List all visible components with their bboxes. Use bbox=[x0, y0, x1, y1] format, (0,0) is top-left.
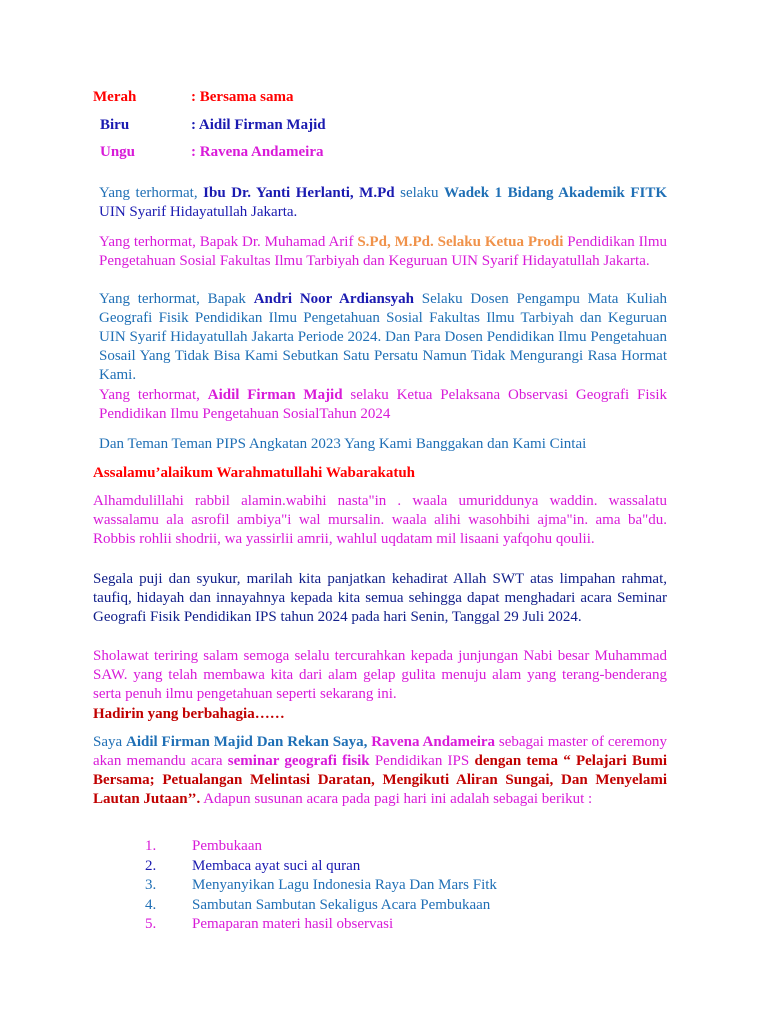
guest-title: Wadek 1 Bidang Akademik FITK bbox=[444, 185, 668, 201]
greeting-prefix: Yang terhormat, bbox=[99, 387, 200, 403]
event-name: seminar geografi fisik bbox=[227, 753, 370, 769]
guest-name: Ibu Dr. Yanti Herlanti, M.Pd bbox=[203, 185, 395, 201]
role-label: Ungu bbox=[100, 144, 136, 160]
host-name: Ravena Andameira bbox=[371, 734, 496, 750]
agenda-number: 5. bbox=[145, 916, 157, 932]
hadirin-heading: Hadirin yang berbahagia…… bbox=[93, 706, 285, 722]
guest-name: Aidil Firman Majid bbox=[207, 387, 343, 403]
agenda-number: 4. bbox=[145, 896, 157, 913]
intro-text: Pendidikan IPS bbox=[374, 753, 470, 769]
host-name: Aidil Firman Majid Dan Rekan Saya, bbox=[126, 734, 368, 750]
role-label: Merah bbox=[93, 89, 137, 105]
role-label: Biru bbox=[100, 117, 130, 133]
greeting-prefix: Yang terhormat, Bapak bbox=[99, 291, 246, 307]
opening-prayer: Alhamdulillahi rabbil alamin.wabihi nasta"in . waala umuriddunya waddin. wassalatu wassalamu ala asrofil ambiya"i wal mursalin. waala alihi wasohbihi ajma"in. ama ba"du. Robbis rohlii shodrii, wa yassirlii amrii, wahlul uqdatam mil lisaani yafqohu qoulii. bbox=[93, 493, 667, 547]
agenda-text: Membaca ayat suci al quran bbox=[192, 857, 361, 874]
guest-name: Andri Noor Ardiansyah bbox=[253, 291, 415, 307]
greeting-ketua-pelaksana bbox=[99, 386, 667, 424]
agenda-text: Pemaparan materi hasil observasi bbox=[192, 916, 394, 932]
greeting-prefix: Yang terhormat, bbox=[99, 185, 198, 201]
role-value: : Bersama sama bbox=[191, 89, 294, 105]
guest-title: S.Pd, M.Pd. Selaku Ketua Prodi bbox=[357, 234, 564, 250]
puji-syukur-paragraph: Segala puji dan syukur, marilah kita panjatkan kehadirat Allah SWT atas limpahan rahmat, taufiq, hidayah dan innayahnya kepada kita semua sehingga dapat menghadari acara Seminar Geografi Fisik Pendidikan IPS tahun 2024 pada hari Senin, Tanggal 29 Juli 2024. bbox=[93, 571, 667, 625]
role-value: : Ravena Andameira bbox=[191, 144, 324, 160]
agenda-text: Menyanyikan Lagu Indonesia Raya Dan Mars Fitk bbox=[192, 877, 497, 893]
sholawat-paragraph: Sholawat teriring salam semoga selalu tercurahkan kepada junjungan Nabi besar Muhammad SAW. yang telah membawa kita dari alam gelap gulita menuju alam yang terang-benderang serta penuh ilmu pengetahuan seperti sekarang ini. bbox=[93, 648, 667, 702]
greeting-suffix: Selaku Dosen Pengampu Mata Kuliah Geografi Fisik Pendidikan Ilmu Pengetahuan Sosial Fakultas Ilmu Tarbiyah dan Keguruan UIN Syarif Hidayatullah Jakarta Periode 2024. Dan Para Dosen Pendidikan Ilmu Pengetahuan Sosail Yang Tidak Bisa Kami Sebutkan Satu Persatu Namun Tidak Mengurangi Rasa Hormat Kami. bbox=[99, 291, 668, 383]
intro-text: sebagai master of ceremony akan memandu acara bbox=[93, 734, 667, 769]
event-theme: dengan tema “ Pelajari Bumi Bersama; Petualangan Melintasi Daratan, Mengikuti Aliran Sungai, Dan Menyelami Lautan Jutaan’’. bbox=[93, 753, 668, 807]
greeting-kaprodi bbox=[99, 233, 667, 271]
agenda-text: Sambutan Sambutan Sekaligus Acara Pembukaan bbox=[192, 896, 491, 913]
greeting-dosen bbox=[99, 290, 667, 385]
agenda-number: 1. bbox=[145, 838, 157, 854]
agenda-text: Pembukaan bbox=[192, 838, 262, 854]
greeting-suffix: Pendidikan Ilmu Pengetahuan Sosial Fakultas Ilmu Tarbiyah dan Keguruan UIN Syarif Hidayatullah Jakarta. bbox=[99, 234, 667, 269]
mc-intro-paragraph bbox=[93, 733, 667, 809]
greeting-suffix: UIN Syarif Hidayatullah Jakarta. bbox=[99, 204, 298, 220]
agenda-number: 3. bbox=[145, 877, 157, 893]
greeting-middle: selaku bbox=[400, 185, 439, 201]
greeting-teman: Dan Teman Teman PIPS Angkatan 2023 Yang Kami Banggakan dan Kami Cintai bbox=[99, 436, 587, 452]
agenda-number: 2. bbox=[145, 857, 157, 874]
greeting-wadek bbox=[99, 184, 667, 222]
greeting-prefix: Yang terhormat, Bapak Dr. Muhamad Arif bbox=[99, 234, 354, 250]
greeting-suffix: selaku Ketua Pelaksana Observasi Geografi Fisik Pendidikan Ilmu Pengetahuan SosialTahun 2024 bbox=[99, 387, 668, 422]
intro-text: Adapun susunan acara pada pagi hari ini adalah sebagai berikut : bbox=[203, 791, 593, 807]
intro-text: Saya bbox=[93, 734, 123, 750]
role-value: : Aidil Firman Majid bbox=[191, 117, 326, 133]
salam-heading: Assalamu’alaikum Warahmatullahi Wabarakatuh bbox=[93, 465, 416, 481]
